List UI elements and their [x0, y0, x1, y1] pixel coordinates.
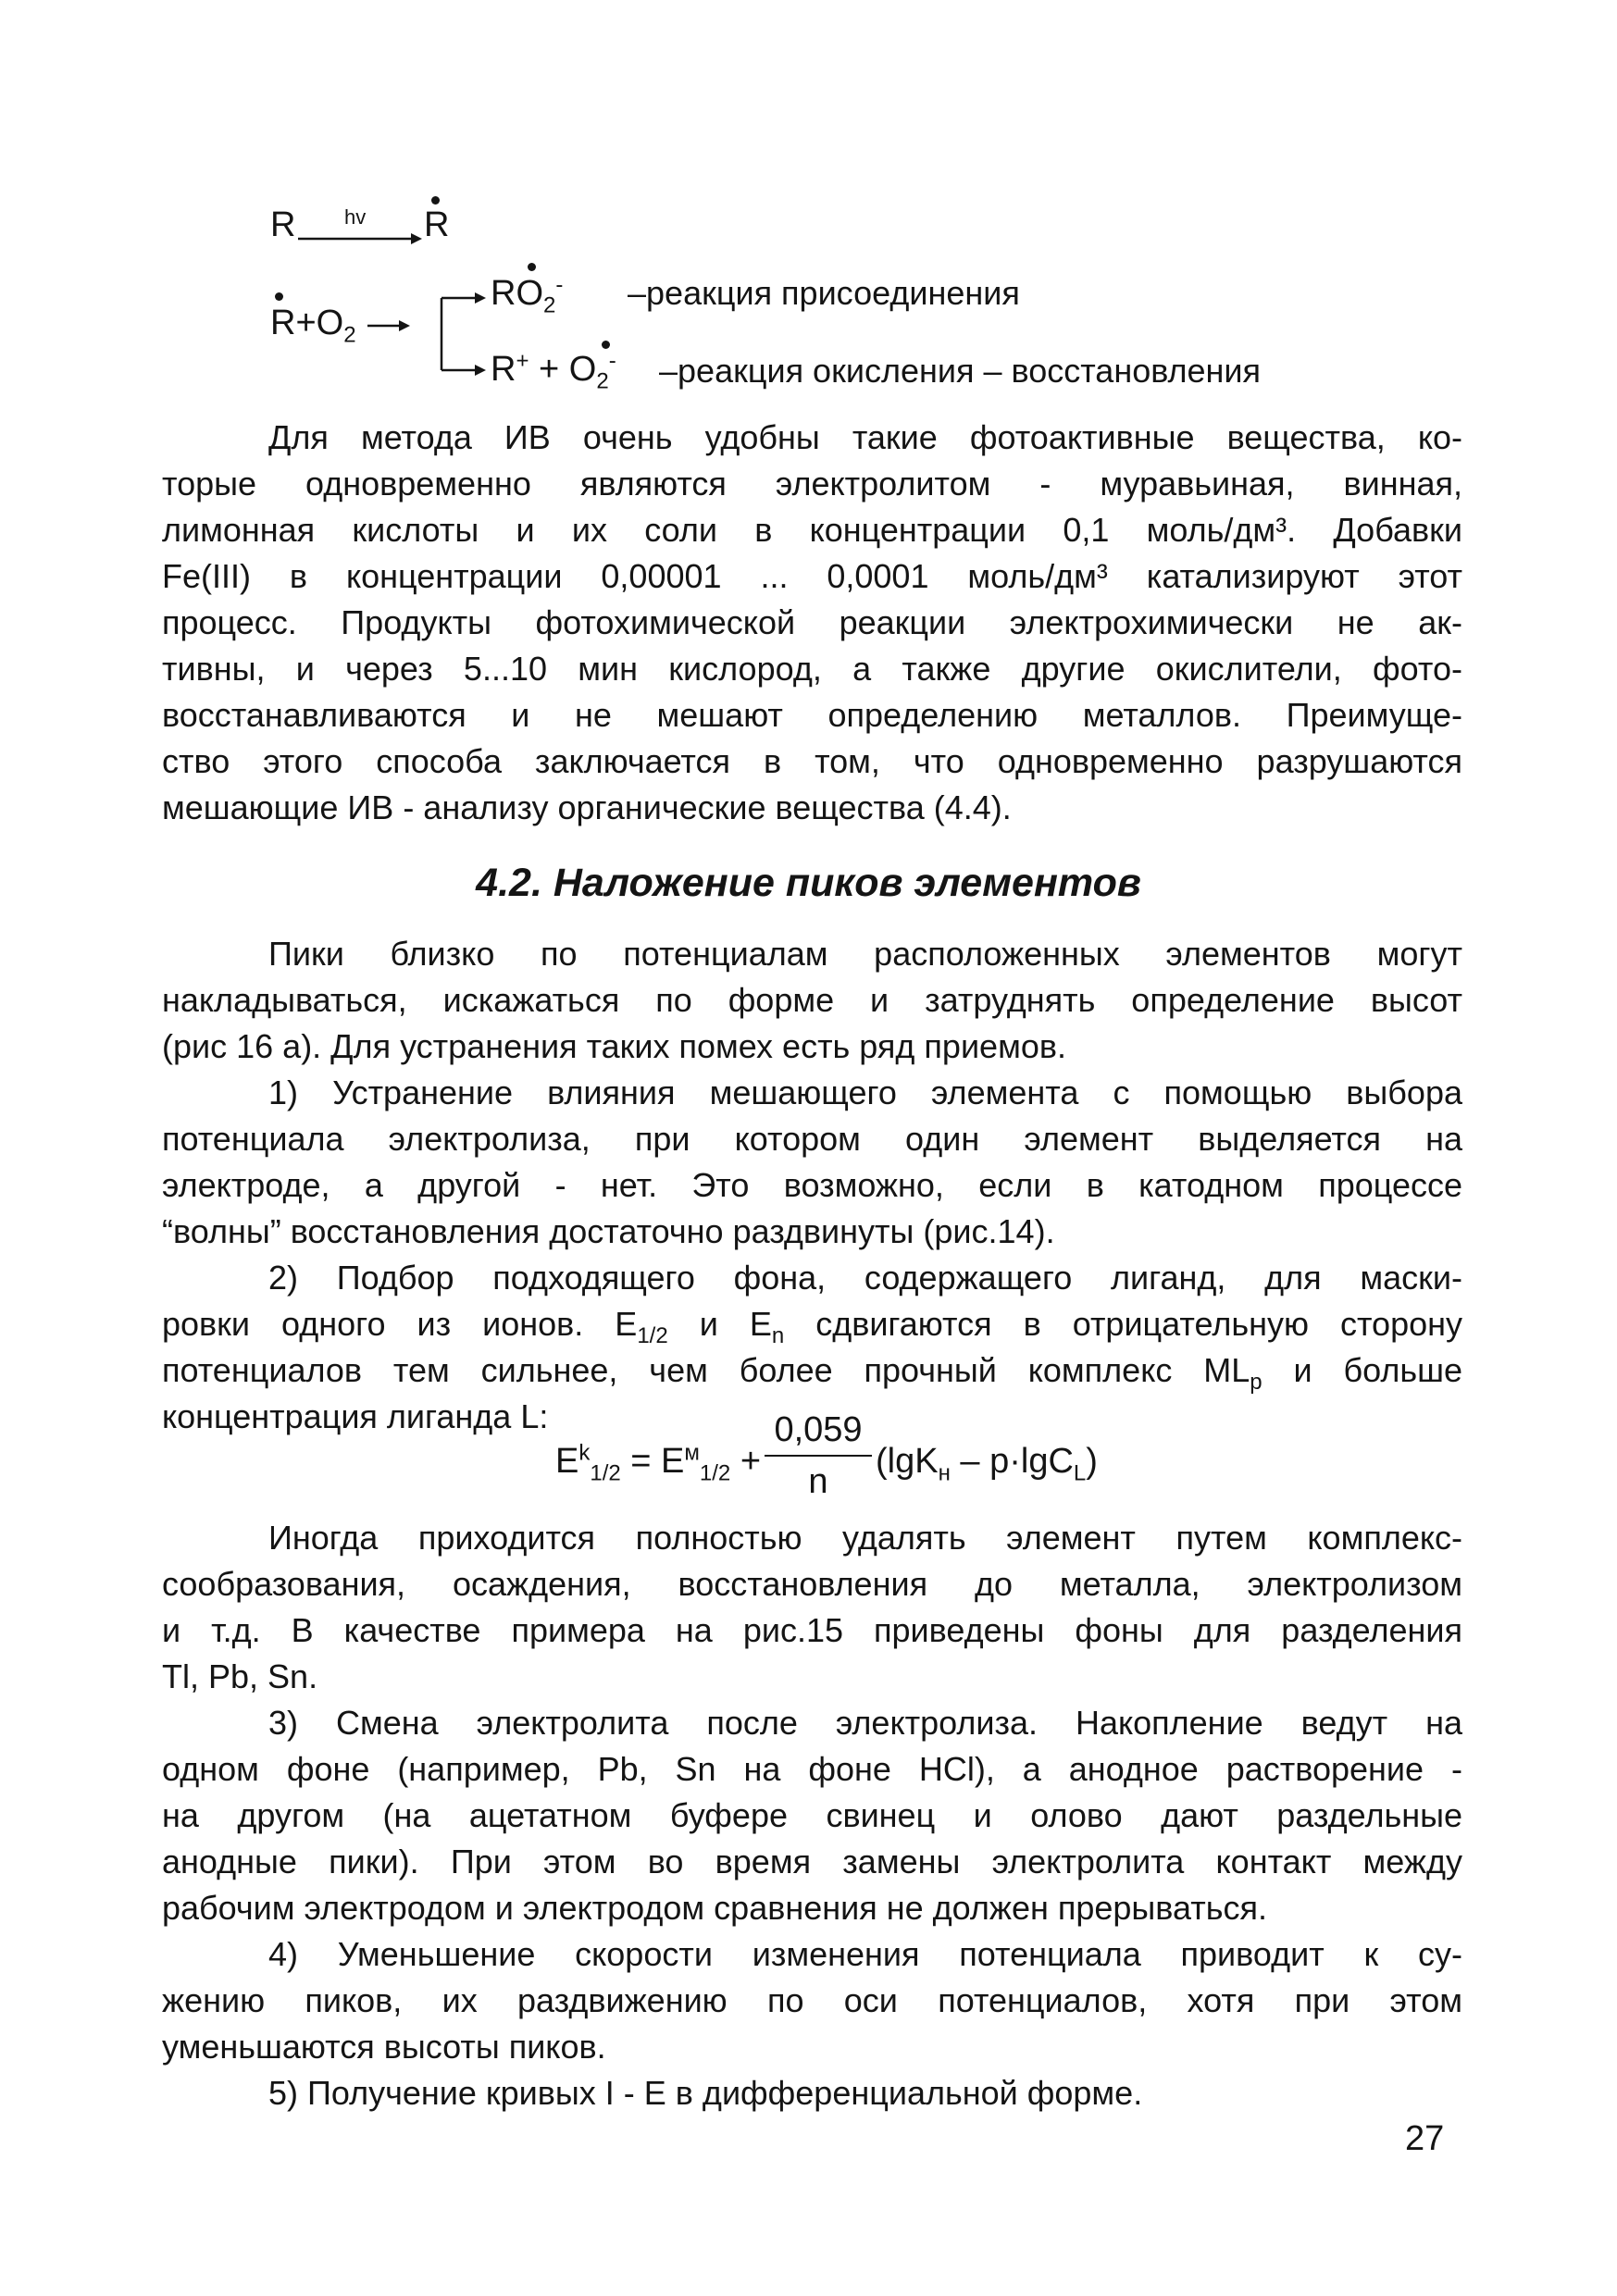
text-line: лимонная кислоты и их соли в концентрации 0,1 моль/дм³. Добавки — [162, 511, 1462, 549]
text-line: одном фоне (например, Pb, Sn на фоне HCl), а анодное растворение - — [162, 1750, 1462, 1788]
page-number: 27 — [1405, 2119, 1445, 2158]
text-line: анодные пики). При этом во время замены электролита контакт между — [162, 1843, 1462, 1880]
formula-lhs: $E^k_{1/2} = E^м_{1/2}$ + — [555, 1440, 762, 1486]
intro-paragraph — [162, 415, 1462, 831]
text-line: уменьшаются высоты пиков. — [162, 2028, 606, 2066]
text-line: 3) Смена электролита после электролиза. Накопление ведут на — [268, 1704, 1462, 1742]
scheme-r2-left: $R+O_2$ — [270, 304, 356, 348]
text-line: Fe(III) в концентрации 0,00001 ... 0,0001 моль/дм³ катализируют этот — [162, 557, 1462, 595]
text-line: (рис 16 а). Для устранения таких помех есть ряд приемов. — [162, 1027, 1066, 1065]
text-line: 4) Уменьшение скорости изменения потенциала приводит к су- — [268, 1935, 1462, 1973]
text-line: 2) Подбор подходящего фона, содержащего лиганд, для маски- — [268, 1259, 1462, 1297]
scheme-r1-right: R — [424, 205, 450, 244]
text-line: ровки одного из ионов. $E_{1/2}$ и $E_n$ сдвигаются в отрицательную сторону — [162, 1305, 1462, 1349]
scheme-branch1-formula: $RO_2^-$ — [491, 272, 564, 318]
text-line: Для метода ИВ очень удобны такие фотоактивные вещества, ко- — [268, 418, 1462, 456]
text-line: 1) Устранение влияния мешающего элемента с помощью выбора — [268, 1074, 1462, 1111]
formula-denominator: n — [808, 1462, 828, 1501]
text-line: электроде, а другой - нет. Это возможно, если в катодном процессе — [162, 1166, 1462, 1204]
radical-dot — [275, 292, 283, 301]
text-line: потенциала электролиза, при котором один элемент выделяется на — [162, 1120, 1462, 1158]
scheme-r1-left: R — [270, 205, 296, 244]
text-line: Иногда приходится полностью удалять элемент путем комплекс- — [268, 1519, 1462, 1557]
text-line: тивны, и через 5...10 мин кислород, а также другие окислители, фото- — [162, 650, 1462, 688]
text-line: сообразования, осаждения, восстановления до металла, электролизом — [162, 1565, 1462, 1603]
text-line: на другом (на ацетатном буфере свинец и олово дают раздельные — [162, 1796, 1462, 1834]
text-line: концентрация лиганда L: — [162, 1397, 549, 1435]
scheme-hv-label: hv — [344, 205, 367, 229]
text-line: и т.д. В качестве примера на рис.15 приведены фоны для разделения — [162, 1611, 1462, 1649]
formula-numerator: 0,059 — [774, 1410, 863, 1449]
fraction-bar — [765, 1455, 872, 1457]
text-line: мешающие ИВ - анализу органические вещества (4.4). — [162, 788, 1012, 826]
scheme-branch2-formula: $R^+ + O_2^-$ — [491, 348, 616, 394]
text-line: потенциалов тем сильнее, чем более прочный комплекс $ML_p$ и больше — [162, 1351, 1462, 1396]
scheme-branch1-label: –реакция присоединения — [628, 274, 1020, 312]
scheme-branch2-label: –реакция окисления – восстановления — [659, 352, 1262, 390]
radical-dot — [528, 263, 536, 271]
text-line: процесс. Продукты фотохимической реакции электрохимически не ак- — [162, 603, 1462, 641]
text-line: накладываться, искажаться по форме и затруднять определение высот — [162, 981, 1462, 1019]
text-line: торые одновременно являются электролитом - муравьиная, винная, — [162, 465, 1462, 503]
text-line: Пики близко по потенциалам расположенных элементов могут — [268, 935, 1462, 973]
text-line: восстанавливаются и не мешают определению металлов. Преимуще- — [162, 696, 1462, 734]
text-line: 5) Получение кривых I - E в дифференциальной форме. — [268, 2074, 1143, 2112]
section-paragraph-a — [162, 931, 1462, 1440]
branch-arrows-icon — [366, 278, 504, 384]
section-paragraph-b — [162, 1515, 1462, 2116]
text-line: Tl, Pb, Sn. — [162, 1657, 318, 1695]
radical-dot — [431, 196, 440, 205]
formula-rhs: (lgK$_н$ – p·lgC$_L$) — [876, 1442, 1098, 1486]
text-line: жению пиков, их раздвижению по оси потенциалов, хотя при этом — [162, 1981, 1462, 2019]
text-line: “волны” восстановления достаточно раздвинуты (рис.14). — [162, 1212, 1055, 1250]
text-line: рабочим электродом и электродом сравнения не должен прерываться. — [162, 1889, 1267, 1927]
text-line: ство этого способа заключается в том, что одновременно разрушаются — [162, 742, 1462, 780]
section-heading: 4.2. Наложение пиков элементов — [476, 861, 1141, 905]
